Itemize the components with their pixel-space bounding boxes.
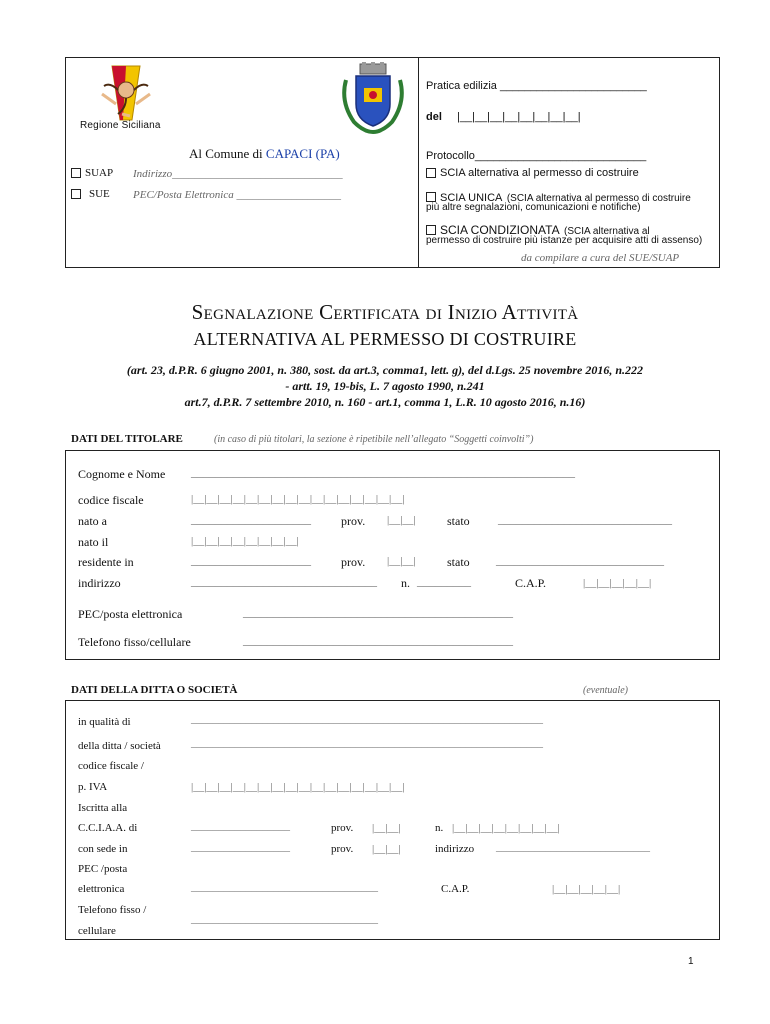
sede-indirizzo-label: indirizzo [435, 843, 475, 855]
del-label: del [426, 111, 442, 123]
law-reference-3: art.7, d.P.R. 7 settembre 2010, n. 160 - art.1, comma 1, L.R. 10 agosto 2016, n.16) [184, 395, 586, 409]
scia-unica-note: (SCIA alternativa al permesso di costruire [506, 193, 691, 204]
telefono-line[interactable]: _____________________________________________ [243, 633, 513, 647]
cciaa-n-label: n. [435, 822, 444, 834]
numero-field[interactable]: _________ [417, 574, 471, 588]
sue-label: SUE [89, 188, 110, 200]
scia-unica-label: SCIA UNICA [440, 192, 503, 204]
law-reference-1: (art. 23, d.P.R. 6 giugno 2001, n. 380, sost. da art.3, comma1, lett. g), del d.Lgs. 25 novembre 2016, n.222 [126, 363, 644, 377]
sede-line[interactable]: __________________ [191, 841, 290, 853]
cciaa-n-field[interactable]: |__|__|__|__|__|__|__|__| [452, 822, 560, 834]
nato-il-field[interactable]: |__|__|__|__|__|__|__|__| [191, 535, 299, 547]
doc-title [0, 300, 770, 325]
pratica-edilizia[interactable]: Pratica edilizia ________________________ [426, 80, 647, 92]
pec-label: PEC/posta elettronica [78, 607, 183, 621]
sue-option[interactable] [71, 188, 110, 200]
ditta-cap-field[interactable]: |__|__|__|__|__| [552, 883, 621, 895]
del-row[interactable] [426, 111, 581, 123]
office-note: da compilare a cura del SUE/SUAP [521, 252, 680, 264]
nato-il-label: nato il [78, 535, 109, 549]
nato-a-label: nato a [78, 514, 107, 528]
residente-stato-field[interactable]: ____________________________ [496, 553, 664, 567]
cciaa-line[interactable]: __________________ [191, 820, 290, 832]
nato-stato-label: stato [447, 514, 470, 528]
ditta-pec-label-1: PEC /posta [78, 863, 128, 875]
sede-prov-label: prov. [331, 843, 354, 855]
ditta-label: della ditta / società [78, 740, 161, 752]
indirizzo-label: indirizzo [78, 576, 121, 590]
nato-a-field[interactable]: ____________________ [191, 512, 311, 526]
nato-prov-label: prov. [341, 514, 366, 528]
sede-label: con sede in [78, 843, 128, 855]
ditta-tel-label-2: cellulare [78, 925, 116, 937]
nato-stato-field[interactable]: _____________________________ [498, 512, 672, 526]
cf-label: codice fiscale [78, 493, 144, 507]
nato-prov-field[interactable]: |__|__| [387, 514, 416, 526]
numero-label: n. [401, 576, 410, 590]
cognome-label: Cognome e Nome [78, 467, 166, 481]
qualita-line[interactable]: ________________________________________________________________ [191, 713, 543, 725]
addressee [189, 146, 340, 162]
suap-option[interactable] [71, 167, 113, 179]
del-date-field[interactable]: |__|__|__|__|__|__|__|__| [456, 111, 581, 123]
residente-prov-label: prov. [341, 555, 366, 569]
suap-label: SUAP [85, 167, 114, 179]
regione-siciliana-logo [82, 64, 170, 134]
titolare-heading: DATI DEL TITOLARE [71, 433, 183, 445]
residente-prov-field[interactable]: |__|__| [387, 555, 416, 567]
pec-line[interactable]: _____________________________________________ [243, 605, 513, 619]
cciaa-prov-field[interactable]: |__|__| [372, 822, 401, 834]
ditta-cf-label-1: codice fiscale / [78, 760, 144, 772]
ditta-tel-line[interactable]: __________________________________ [191, 913, 378, 925]
scia-condizionata-note: (SCIA alternativa al [564, 226, 650, 237]
titolare-note: (in caso di più titolari, la sezione è ripetibile nell’allegato “Soggetti coinvolti”) [214, 434, 534, 445]
scia-condizionata-note-2: permesso di costruire più istanze per acquisire atti di assenso) [426, 235, 703, 246]
iscritta-label-2: C.C.I.A.A. di [78, 822, 138, 834]
sede-indirizzo-line[interactable]: ____________________________ [496, 841, 650, 853]
ditta-cap-label: C.A.P. [441, 883, 470, 895]
header-divider [418, 57, 419, 268]
suap-checkbox[interactable] [71, 168, 81, 178]
scia-unica-note-2: più altre segnalazioni, comunicazioni e notifiche) [426, 202, 641, 213]
cf-field[interactable]: |__|__|__|__|__|__|__|__|__|__|__|__|__|__|__|__| [191, 493, 405, 505]
indirizzo-field[interactable]: Indirizzo_______________________________ [133, 168, 343, 180]
scia-alternativa-label: SCIA alternativa al permesso di costruire [440, 167, 639, 179]
addressee-city: CAPACI (PA) [265, 146, 340, 161]
ditta-pec-line[interactable]: __________________________________ [191, 881, 378, 893]
residente-field[interactable]: ____________________ [191, 553, 311, 567]
indirizzo-line[interactable]: _______________________________ [191, 574, 377, 588]
cciaa-prov-label: prov. [331, 822, 354, 834]
region-label: Regione Siciliana [80, 120, 161, 131]
sue-checkbox[interactable] [71, 189, 81, 199]
qualita-label: in qualità di [78, 716, 131, 728]
ditta-cf-field[interactable]: |__|__|__|__|__|__|__|__|__|__|__|__|__|__|__|__| [191, 781, 405, 793]
ditta-pec-label-2: elettronica [78, 883, 125, 895]
addressee-prefix: Al Comune di [189, 146, 263, 161]
scia-condizionata-checkbox[interactable] [426, 225, 436, 235]
ditta-box [65, 700, 720, 940]
scia-alternativa-checkbox[interactable] [426, 168, 436, 178]
telefono-label: Telefono fisso/cellulare [78, 635, 191, 649]
scia-condizionata-label: SCIA CONDIZIONATA [440, 223, 560, 237]
ditta-cf-label-2: p. IVA [78, 781, 108, 793]
ditta-note: (eventuale) [583, 685, 628, 696]
scia-unica-checkbox[interactable] [426, 192, 436, 202]
law-reference-2: - artt. 19, 19-bis, L. 7 agosto 1990, n.241 [285, 379, 485, 393]
doc-subtitle: ALTERNATIVA AL PERMESSO DI COSTRUIRE [193, 329, 577, 349]
doc-title-line1: Segnalazione Certificata di Inizio Attività [191, 300, 579, 324]
residente-stato-label: stato [447, 555, 470, 569]
ditta-tel-label-1: Telefono fisso / [78, 904, 147, 916]
option-scia-alternativa[interactable] [426, 167, 639, 179]
comune-coat-of-arms [340, 62, 406, 134]
residente-label: residente in [78, 555, 134, 569]
ditta-line[interactable]: ________________________________________________________________ [191, 737, 543, 749]
cognome-field[interactable]: ________________________________________________________________ [191, 465, 575, 479]
protocollo[interactable]: Protocollo____________________________ [426, 150, 647, 162]
sede-prov-field[interactable]: |__|__| [372, 843, 401, 855]
pec-field[interactable]: PEC/Posta Elettronica ___________________ [133, 189, 341, 201]
cap-field[interactable]: |__|__|__|__|__| [583, 577, 652, 589]
ditta-heading: DATI DELLA DITTA O SOCIETÀ [71, 684, 238, 696]
page-number: 1 [688, 956, 694, 967]
iscritta-label-1: Iscritta alla [78, 802, 128, 814]
cap-label: C.A.P. [515, 576, 547, 590]
